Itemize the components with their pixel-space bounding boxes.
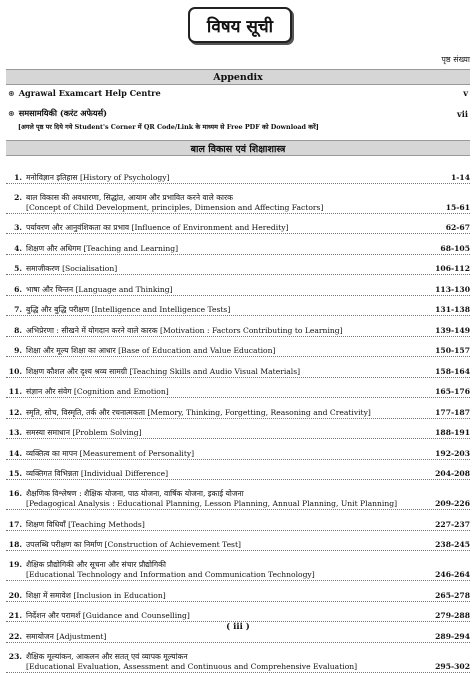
toc-row-title [26,387,429,397]
appendix-item-label: ⊛ समसामयिकी (करंट अफेयर्स) [8,108,107,119]
toc-row-title [26,223,440,233]
toc-row[interactable] [6,439,470,460]
toc-row-page: 192-203 [435,448,470,458]
toc-row[interactable] [6,316,470,337]
toc-row-title-line: समस्या समाधान [Problem Solving] [26,428,142,437]
toc-row[interactable] [6,460,470,481]
toc-row-title-line: पर्यावरण और आनुवंशिकता का प्रभाव [Influence of Environment and Heredity] [26,223,289,232]
toc-row-title [26,264,429,274]
toc-row-title [26,346,429,356]
toc-row-title-line: शिक्षा और मूल्य शिक्षा का आधार [Base of Education and Value Education] [26,346,276,355]
toc-row-title-line: अभिप्रेरणा : सीखने में योगदान करने वाले कारक [Motivation : Factors Contributing to Learning] [26,325,343,335]
toc-row-number: 16. [8,489,22,498]
toc-row-title-line: शैक्षिक मूल्यांकन, आकलन और सतत् एवं व्यापक मूल्यांकन [26,651,188,661]
toc-row-number: 15. [8,469,22,478]
toc-row-title-line: मनोविज्ञान इतिहास [History of Psychology] [26,172,170,182]
toc-row-number: 11. [8,387,22,396]
toc-row-title [26,305,429,315]
appendix-item-page: vii [457,108,468,119]
appendix-item-page: v [463,88,468,98]
toc-row-number: 21. [8,611,22,620]
toc-row-title-line: संज्ञान और संवेग [Cognition and Emotion] [26,387,169,396]
toc-row-page: 238-245 [435,540,470,549]
toc-row-title [26,469,429,479]
toc-row-title [26,489,429,509]
toc-row[interactable] [6,378,470,399]
toc-row-title [26,449,429,459]
toc-row-number: 9. [14,346,22,355]
toc-row-title [26,326,429,336]
toc-row-page: 131-138 [435,305,470,314]
toc-row-number: 13. [8,428,22,437]
toc-row-title [26,632,429,642]
toc-row-page: 139-149 [435,325,470,335]
appendix-item-label: ⊛ Agrawal Examcart Help Centre [8,88,161,98]
toc-row-page: 295-302 [435,661,470,671]
toc-row-number: 4. [14,243,22,253]
toc-row[interactable] [6,602,470,623]
toc-row-number: 19. [8,560,22,569]
toc-row-page: 62-67 [445,223,470,232]
toc-row-page: 158-164 [435,366,470,376]
toc-row-title-line: [Pedagogical Analysis : Educational Planning, Lesson Planning, Annual Planning, Unit Planning] [26,499,398,508]
toc-row-title [26,408,429,418]
toc-row-page: 209-226 [435,499,470,508]
toc-row[interactable] [6,234,470,255]
toc-row-title [26,540,429,550]
toc-row-page: 68-105 [440,243,470,253]
table-of-contents [6,163,470,673]
toc-row[interactable] [6,296,470,317]
toc-row-page: 279-288 [435,611,470,620]
toc-row-title [26,520,429,530]
toc-row-number: 2. [14,192,22,202]
toc-row-title [26,591,429,601]
toc-row-title [26,652,429,672]
section-heading: बाल विकास एवं शिक्षाशास्त्र [6,140,470,156]
toc-row[interactable] [6,643,470,673]
toc-row-page: 15-61 [445,202,470,212]
appendix-item[interactable] [8,88,468,98]
toc-row[interactable] [6,480,470,510]
toc-row-title-line: स्मृति, सोच, विस्मृति, तर्क और रचनात्मकता [Memory, Thinking, Forgetting, Reasoning and Creativity] [26,407,371,417]
toc-row-page: 150-157 [435,346,470,355]
toc-row-title-line: समायोजन [Adjustment] [26,631,107,641]
toc-row-number: 8. [14,325,22,335]
toc-row[interactable] [6,184,470,214]
toc-row-page: 265-278 [435,590,470,600]
toc-row-page: 113-130 [435,284,470,294]
toc-row[interactable] [6,510,470,531]
toc-row-title-line: [Educational Evaluation, Assessment and Continuous and Comprehensive Evaluation] [26,661,358,671]
toc-row[interactable] [6,214,470,235]
toc-row[interactable] [6,531,470,552]
toc-row-title-line: निर्देशन और परामर्श [Guidance and Counselling] [26,611,190,620]
toc-row-page: 246-264 [435,570,470,579]
toc-row[interactable] [6,337,470,358]
toc-row-title [26,173,445,183]
toc-row-number: 5. [14,264,22,273]
toc-row-page: 106-112 [435,264,470,273]
toc-row-title-line: उपलब्धि परीक्षण का निर्माण [Construction of Achievement Test] [26,540,241,549]
toc-row-title-line: [Concept of Child Development, principles, Dimension and Affecting Factors] [26,202,324,212]
toc-row-title-line: शैक्षणिक विश्लेषण : शैक्षिक योजना, पाठ योजना, वार्षिक योजना, इकाई योजना [26,489,244,498]
toc-row-title-line: शिक्षण कौशल और दृश्य श्रव्य सामग्री [Teaching Skills and Audio Visual Materials] [26,366,301,376]
toc-row-number: 1. [14,172,22,182]
toc-row[interactable] [6,163,470,184]
toc-row-page: 289-294 [435,631,470,641]
toc-row-number: 10. [8,366,22,376]
toc-row-page: 177-187 [435,407,470,417]
toc-row[interactable] [6,255,470,276]
toc-row-title-line: [Educational Technology and Information and Communication Technology] [26,570,315,579]
toc-row-title [26,611,429,621]
toc-row[interactable] [6,419,470,440]
toc-row-title-line: बाल विकास की अवधारणा, सिद्धांत, आयाम और प्रभावित करने वाले कारक [26,192,233,202]
toc-row-page: 165-176 [435,387,470,396]
toc-row-number: 12. [8,407,22,417]
toc-row-title-line: शिक्षण विधियाँ [Teaching Methods] [26,519,145,529]
toc-row-title [26,428,429,438]
toc-row-title-line: शैक्षिक प्रौद्योगिकी और सूचना और संचार प्रौद्योगिकी [26,560,166,569]
page-number-column-label: पृष्ठ संख्या [441,55,470,64]
toc-row[interactable] [6,398,470,419]
toc-row-number: 7. [14,305,22,314]
page-title: विषय सूची [188,7,292,43]
toc-row[interactable] [6,581,470,602]
toc-row-page: 1-14 [450,172,470,182]
appendix-heading: Appendix [6,69,470,85]
toc-row-page: 227-237 [435,519,470,529]
toc-row-number: 20. [8,590,22,600]
toc-row-title-line: व्यक्तिगत विभिन्नता [Individual Difference] [26,469,169,478]
appendix-item[interactable] [8,108,468,119]
toc-row-title [26,244,434,254]
toc-row-title [26,367,429,377]
toc-row-number: 22. [8,631,22,641]
toc-row-number: 3. [14,223,22,232]
toc-row-title-line: शिक्षण और अधिगम [Teaching and Learning] [26,243,179,253]
toc-row-number: 6. [14,284,22,294]
toc-row-title [26,285,429,295]
toc-row-number: 18. [8,540,22,549]
toc-row[interactable] [6,551,470,581]
toc-row-number: 23. [8,651,22,661]
toc-row[interactable] [6,357,470,378]
toc-row-title-line: व्यक्तित्व का मापन [Measurement of Personality] [26,448,195,458]
toc-row-number: 14. [8,448,22,458]
toc-row-page: 204-208 [435,469,470,478]
toc-row-title-line: समाजीकरण [Socialisation] [26,264,118,273]
toc-row-page: 188-191 [435,428,470,437]
page-number-footer: ( iii ) [226,622,250,632]
toc-row-title [26,193,440,213]
toc-row-title [26,560,429,580]
appendix-note: [अगले पृष्ठ पर दिये गये Student's Corner में QR Code/Link के माध्यम से Free PDF को Download करें] [18,123,319,131]
toc-row-title-line: शिक्षा में समावेश [Inclusion in Education] [26,590,166,600]
toc-row-number: 17. [8,519,22,529]
toc-row[interactable] [6,275,470,296]
toc-row-title-line: बुद्धि और बुद्धि परीक्षण [Intelligence and Intelligence Tests] [26,305,231,314]
toc-row-title-line: भाषा और चिन्तन [Language and Thinking] [26,284,173,294]
